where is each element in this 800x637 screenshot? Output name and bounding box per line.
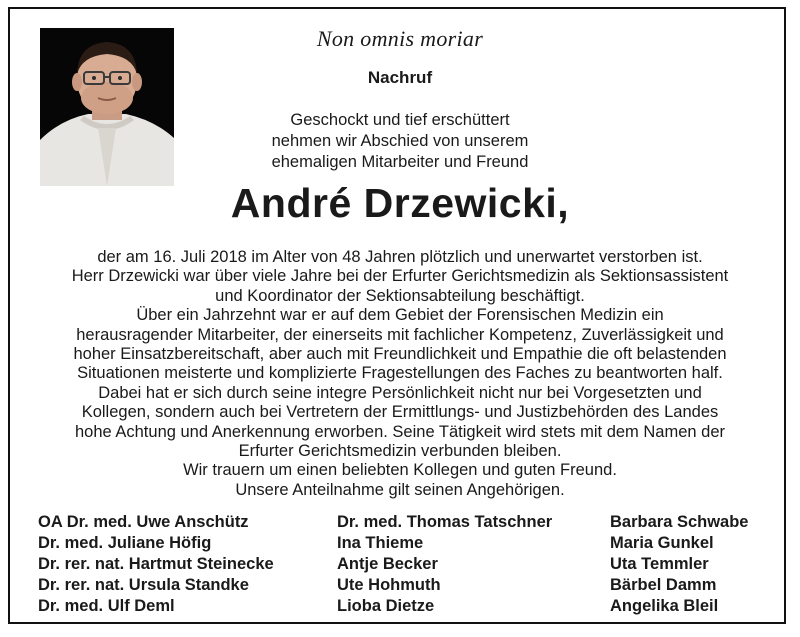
signature-name: Uta Temmler bbox=[610, 555, 709, 573]
signature-name: Ute Hohmuth bbox=[337, 576, 441, 594]
intro-line: nehmen wir Abschied von unserem bbox=[271, 132, 529, 150]
signature-name: Dr. med. Juliane Höfig bbox=[38, 534, 212, 552]
signature-name: Antje Becker bbox=[337, 555, 438, 573]
signature-name: Dr. rer. nat. Hartmut Steinecke bbox=[38, 555, 274, 573]
signature-column-2 bbox=[337, 512, 552, 617]
body-line: Situationen meisterte und komplizierte Fragestellungen des Faches zu beantworten half. bbox=[77, 364, 723, 383]
signature-name: Barbara Schwabe bbox=[610, 513, 749, 531]
signature-column-1 bbox=[38, 512, 274, 617]
deceased-name: André Drzewicki, bbox=[230, 180, 570, 226]
portrait-photo bbox=[40, 28, 174, 186]
motto: Non omnis moriar bbox=[316, 26, 484, 51]
body-line: Kollegen, sondern auch bei Vertretern der Ermittlungs- und Justizbehörden des Landes bbox=[81, 403, 719, 422]
signature-column-3 bbox=[610, 512, 748, 617]
intro-text bbox=[180, 110, 620, 173]
body-line: herausragender Mitarbeiter, der einerseits mit fachlicher Kompetenz, Zuverlässigkeit und bbox=[76, 325, 724, 344]
body-line: Über ein Jahrzehnt war er auf dem Gebiet der Forensischen Medizin ein bbox=[136, 306, 664, 325]
obituary-heading: Nachruf bbox=[367, 68, 433, 87]
body-line: hoher Einsatzbereitschaft, aber auch mit Freundlichkeit und Empathie die oft belastenden bbox=[73, 345, 727, 364]
body-line: hohe Achtung und Anerkennung erworben. Seine Tätigkeit wird stets mit dem Namen der bbox=[75, 422, 725, 441]
signature-name: Ina Thieme bbox=[337, 534, 424, 552]
signature-name: Angelika Bleil bbox=[610, 597, 719, 615]
signature-name: Dr. rer. nat. Ursula Standke bbox=[38, 576, 249, 594]
intro-line: ehemaligen Mitarbeiter und Freund bbox=[271, 153, 529, 171]
obituary-body bbox=[10, 248, 790, 500]
body-line: der am 16. Juli 2018 im Alter von 48 Jahren plötzlich und unerwartet verstorben ist. bbox=[97, 248, 703, 266]
body-line: Wir trauern um einen beliebten Kollegen und guten Freund. bbox=[183, 461, 617, 480]
signature-name: Dr. med. Thomas Tatschner bbox=[337, 513, 553, 531]
signature-name: Bärbel Damm bbox=[610, 576, 717, 594]
signature-name: Dr. med. Ulf Deml bbox=[38, 597, 175, 615]
intro-line: Geschockt und tief erschüttert bbox=[290, 111, 510, 129]
signature-name: OA Dr. med. Uwe Anschütz bbox=[38, 513, 249, 531]
signature-name: Lioba Dietze bbox=[337, 597, 435, 615]
body-line: Unsere Anteilnahme gilt seinen Angehörigen. bbox=[235, 480, 565, 499]
portrait-illustration bbox=[40, 28, 174, 186]
body-line: Dabei hat er sich durch seine integre Persönlichkeit nicht nur bei Vorgesetzten und bbox=[98, 383, 702, 402]
body-line: und Koordinator der Sektionsabteilung beschäftigt. bbox=[215, 286, 585, 305]
body-line: Erfurter Gerichtsmedizin verbunden bleiben. bbox=[238, 442, 562, 461]
body-line: Herr Drzewicki war über viele Jahre bei der Erfurter Gerichtsmedizin als Sektionsassistent bbox=[71, 267, 729, 286]
signature-name: Maria Gunkel bbox=[610, 534, 714, 552]
